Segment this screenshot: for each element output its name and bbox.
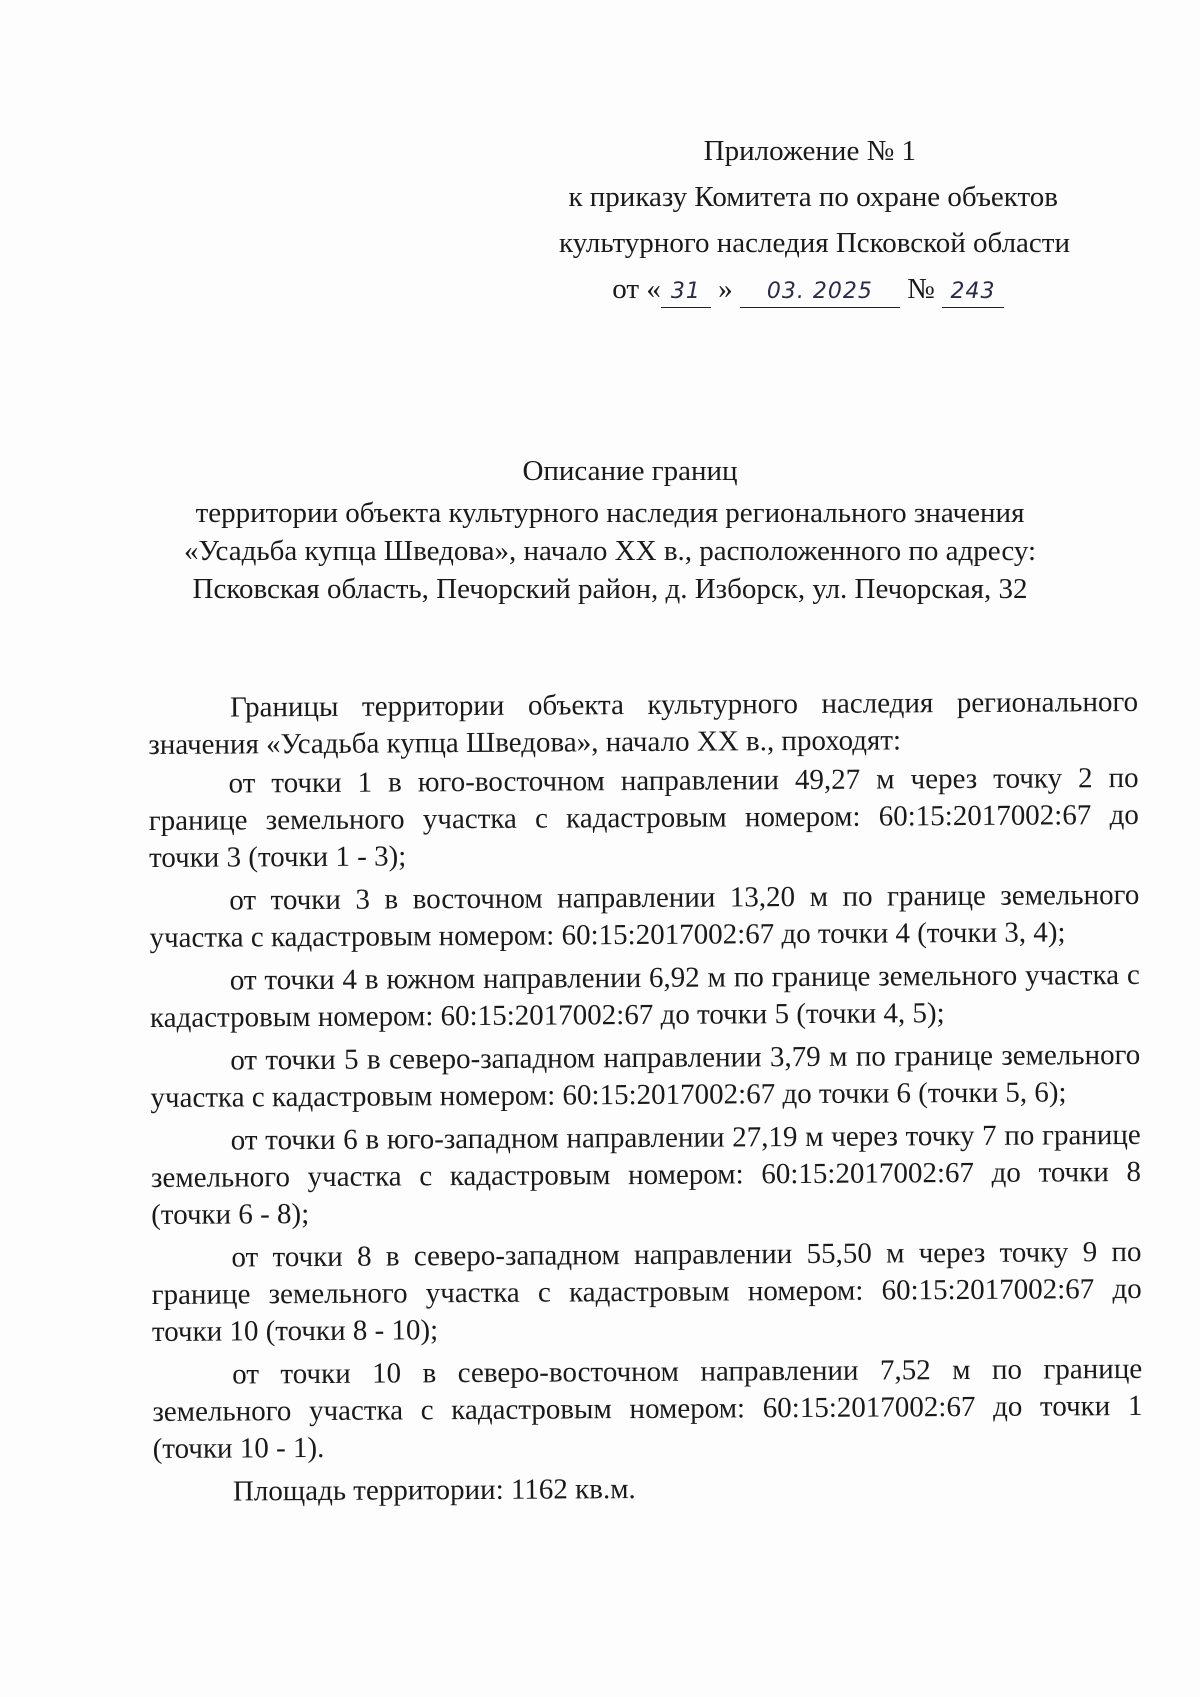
boundary-segment: от точки 1 в юго-восточном направлении 49,27 м через точку 2 по границе земельного участка с кадастровым номером: 60:15:2017002:67 до точки 3 (точки 1 - 3); [148, 761, 1139, 874]
order-date-number [510, 266, 1070, 312]
boundary-segment: от точки 4 в южном направлении 6,92 м по границе земельного участка с кадастровым номером: 60:15:2017002:67 до точки 5 (точки 4, 5); [149, 958, 1140, 1034]
date-prefix: от « [612, 273, 661, 305]
boundary-segment: от точки 3 в восточном направлении 13,20 м по границе земельного участка с кадастровым номером: 60:15:2017002:67 до точки 4 (точки 3, 4); [149, 878, 1140, 954]
title-line-4: Псковская область, Печорский район, д. Изборск, ул. Печорская, 32 [192, 573, 1028, 605]
handwritten-month-year: 03. 2025 [740, 277, 900, 308]
document-title [170, 452, 1050, 608]
title-line-2: территории объекта культурного наследия регионального значения [195, 497, 1025, 529]
appendix-number: Приложение № 1 [703, 135, 916, 167]
handwritten-day: 31 [661, 277, 711, 308]
boundary-segment: от точки 6 в юго-западном направлении 27,19 м через точку 7 по границе земельного участка с кадастровым номером: 60:15:2017002:67 до точки 8 (точки 6 - 8); [150, 1118, 1142, 1231]
handwritten-order-number: 243 [942, 277, 1004, 308]
date-mid: » [718, 273, 733, 305]
document-body [148, 684, 1143, 1517]
order-reference: к приказу Комитета по охране объектов [568, 181, 1058, 213]
appendix-header [510, 128, 1070, 312]
boundary-segment: от точки 8 в северо-западном направлении 55,50 м через точку 9 по границе земельного участка с кадастровым номером: 60:15:2017002:67 до точки 10 (точки 8 - 10); [151, 1235, 1142, 1348]
body-intro: Границы территории объекта культурного наследия регионального значения «Усадьба купца Шведова», начало XX в., проходят: [148, 685, 1139, 761]
title-heading: Описание границ [522, 455, 738, 487]
territory-area: Площадь территории: 1162 кв.м. [232, 1473, 636, 1508]
boundary-segment: от точки 5 в северо-западном направлении 3,79 м по границе земельного участка с кадастровым номером: 60:15:2017002:67 до точки 6 (точки 5, 6); [150, 1038, 1141, 1114]
boundary-segment: от точки 10 в северо-восточном направлении 7,52 м по границе земельного участка с кадастровым номером: 60:15:2017002:67 до точки 1 (точки 10 - 1). [152, 1352, 1143, 1465]
title-line-3: «Усадьба купца Шведова», начало XX в., расположенного по адресу: [183, 535, 1037, 567]
number-label: № [907, 273, 935, 305]
committee-region: культурного наследия Псковской области [559, 227, 1070, 259]
